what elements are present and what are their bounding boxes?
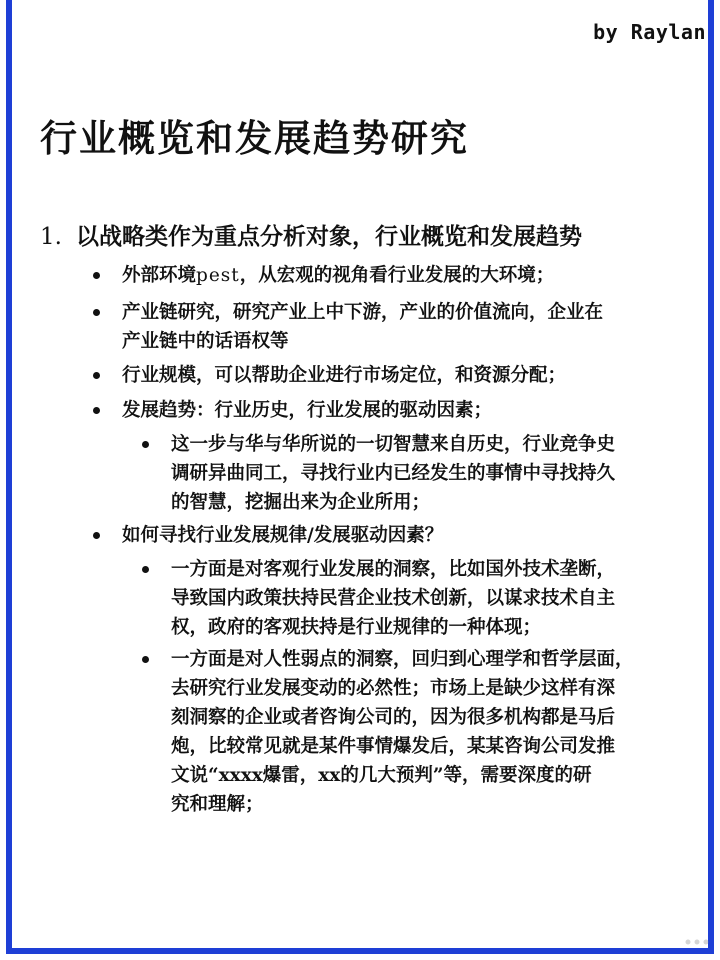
item-line: 一方面是对人性弱点的洞察，回归到心理学和哲学层面， [171,649,634,670]
list-item [122,396,682,425]
item-line: 调研异曲同工，寻找行业内已经发生的事情中寻找持久 [171,463,616,484]
item-line: 炮，比较常见就是某件事情爆发后，某某咨询公司发推 [171,736,616,757]
item-code: pest [196,265,240,286]
bullet-icon [142,656,149,663]
item-line: 一方面是对客观行业发展的洞察，比如国外技术垄断， [171,559,616,580]
bullet-icon [93,372,100,379]
item-line: 究和理解； [171,794,264,815]
page-title: 行业概览和发展趋势研究 [40,117,469,160]
section-heading [40,218,680,251]
item-line: 发展趋势：行业历史，行业发展的驱动因素； [122,400,493,421]
item-line: 的智慧，挖掘出来为企业所用； [171,492,431,513]
bullet-icon [142,441,149,448]
bullet-icon [93,532,100,539]
list-item [122,521,682,550]
item-text: ，从宏观的视角看行业发展的大环境； [239,265,555,286]
list-item [171,555,685,642]
bullet-icon [142,566,149,573]
item-line: 权，政府的客观扶持是行业规律的一种体现； [171,617,542,638]
item-line: 如何寻找行业发展规律/发展驱动因素？ [122,525,444,546]
item-line: 这一步与华与华所说的一切智慧来自历史，行业竞争史 [171,434,616,455]
list-item [171,430,685,517]
item-line: 行业规模，可以帮助企业进行市场定位，和资源分配； [122,365,567,386]
list-item [122,298,682,356]
bullet-icon [93,272,100,279]
bullet-icon [93,407,100,414]
section-title: 以战略类作为重点分析对象，行业概览和发展趋势 [75,223,582,250]
list-item [122,261,682,290]
item-line: 产业链中的话语权等 [122,331,289,352]
item-line: 产业链研究，研究产业上中下游，产业的价值流向，企业在 [122,302,604,323]
section-number: 1. [40,224,62,250]
item-line: 导致国内政策扶持民营企业技术创新，以谋求技术自主 [171,588,616,609]
list-item [171,645,685,819]
list-item [122,361,682,390]
scroll-end-icon [684,938,710,946]
author-label: by Raylan [593,20,706,44]
item-line: 文说“xxxx爆雷，xx的几大预判”等，需要深度的研 [171,765,592,786]
bullet-icon [93,309,100,316]
item-line: 去研究行业发展变动的必然性；市场上是缺少这样有深 [171,678,616,699]
item-text: 外部环境 [122,265,197,286]
item-line: 刻洞察的企业或者咨询公司的，因为很多机构都是马后 [171,707,616,728]
